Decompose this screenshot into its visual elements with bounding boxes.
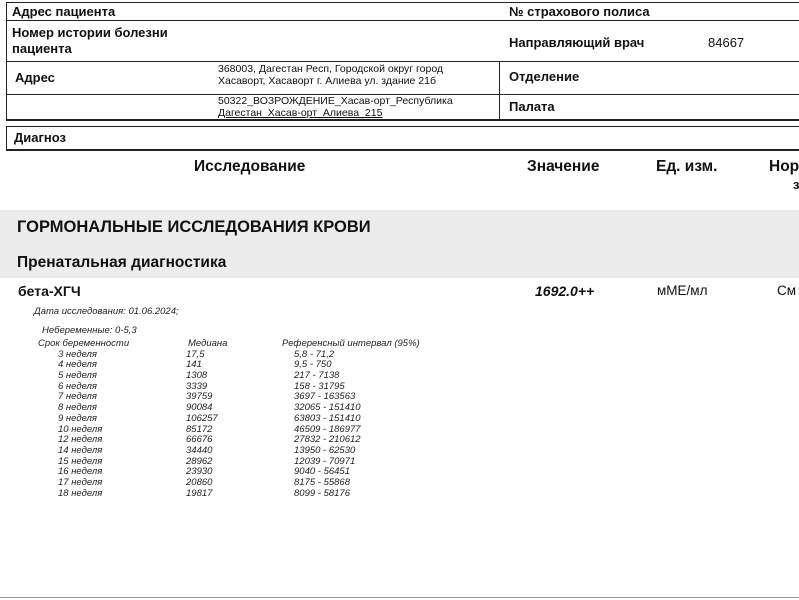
row-ref: 158 - 31795 (294, 380, 345, 392)
test-name: бета-ХГЧ (18, 283, 81, 299)
column-value: Значение (527, 158, 600, 175)
row-term: 15 неделя (58, 455, 103, 467)
row-median: 20860 (186, 476, 213, 488)
col-term-header: Срок беременности (38, 338, 130, 349)
row-ref: 8175 - 55868 (294, 476, 350, 488)
header-line (6, 20, 799, 21)
referring-doctor-value: 84667 (708, 35, 745, 50)
row-median: 19817 (186, 487, 213, 499)
row-ref: 46509 - 186977 (294, 423, 361, 435)
row-ref: 5,8 - 71,2 (294, 348, 335, 360)
referring-doctor-label: Направляющий врач (509, 35, 645, 50)
nonpregnant-range: Небеременные: 0-5,3 (42, 325, 137, 336)
study-date: Дата исследования: 01.06.2024; (34, 306, 179, 317)
row-term: 7 неделя (58, 391, 97, 403)
col-ref-header: Референсный интервал (95%) (282, 338, 420, 349)
row-ref: 63803 - 151410 (294, 412, 361, 424)
row-median: 1308 (186, 370, 208, 382)
row-ref: 13950 - 62530 (294, 444, 356, 456)
row-term: 14 неделя (58, 444, 103, 456)
org-line-1: 50322_ВОЗРОЖДЕНИЕ_Хасав-орт_Республика (218, 95, 453, 107)
row-term: 16 неделя (58, 466, 103, 478)
row-median: 85172 (186, 423, 213, 435)
row-median: 34440 (186, 444, 213, 456)
row-median: 28962 (186, 455, 213, 467)
row-term: 17 неделя (58, 476, 103, 488)
policy-label: № страхового полиса (509, 4, 650, 19)
header-line (6, 61, 799, 62)
row-ref: 27832 - 210612 (294, 434, 361, 446)
col-median-header: Медиана (188, 338, 228, 349)
row-term: 18 неделя (58, 487, 103, 499)
address-line-1: 368003, Дагестан Респ, Городской округ город (218, 63, 444, 75)
row-ref: 9,5 - 750 (294, 359, 332, 371)
ward-label: Палата (509, 99, 555, 114)
section-title: ГОРМОНАЛЬНЫЕ ИССЛЕДОВАНИЯ КРОВИ (17, 218, 371, 236)
row-term: 9 неделя (58, 412, 97, 424)
column-unit: Ед. изм. (656, 158, 718, 175)
column-norm-cont: з (793, 177, 799, 192)
header-divider (499, 61, 500, 120)
column-norm: Нор (769, 158, 799, 175)
row-median: 17,5 (186, 348, 205, 360)
row-median: 90084 (186, 402, 213, 414)
history-label-cont: пациента (12, 41, 72, 56)
section-subtitle: Пренатальная диагностика (17, 254, 227, 271)
page-bottom-line (0, 597, 799, 598)
row-term: 3 неделя (58, 348, 97, 360)
history-label: Номер истории болезни (12, 25, 168, 40)
row-term: 6 неделя (58, 380, 97, 392)
header-line (6, 126, 799, 127)
row-median: 141 (186, 359, 202, 371)
header-line (6, 119, 799, 121)
row-term: 5 неделя (58, 370, 97, 382)
row-ref: 9040 - 56451 (294, 466, 350, 478)
header-line (6, 2, 799, 3)
patient-address-label: Адрес пациента (12, 4, 116, 19)
test-value: 1692.0++ (535, 283, 595, 299)
address-line-2: Хасаворт, Хасаворт г. Алиева ул. здание 21б (218, 75, 436, 87)
header-border (6, 2, 7, 120)
org-line-2: Дагестан_Хасав-орт_Алиева_215 (218, 107, 383, 119)
row-median: 3339 (186, 380, 208, 392)
test-unit: мМЕ/мл (657, 283, 708, 298)
row-median: 23930 (186, 466, 213, 478)
row-ref: 3697 - 163563 (294, 391, 356, 403)
row-term: 10 неделя (58, 423, 103, 435)
row-term: 4 неделя (58, 359, 97, 371)
row-ref: 8099 - 58176 (294, 487, 350, 499)
diagnosis-label: Диагноз (14, 130, 66, 145)
row-ref: 12039 - 70971 (294, 455, 356, 467)
row-median: 66676 (186, 434, 213, 446)
column-study: Исследование (194, 158, 306, 175)
section-band (0, 210, 799, 278)
row-median: 106257 (186, 412, 218, 424)
row-median: 39759 (186, 391, 213, 403)
header-border (6, 126, 7, 150)
row-ref: 32065 - 151410 (294, 402, 361, 414)
row-ref: 217 - 7138 (294, 370, 340, 382)
department-label: Отделение (509, 69, 580, 84)
row-term: 12 неделя (58, 434, 103, 446)
test-norm: См (777, 283, 797, 298)
header-line (6, 149, 799, 151)
address-label: Адрес (15, 70, 55, 85)
row-term: 8 неделя (58, 402, 97, 414)
